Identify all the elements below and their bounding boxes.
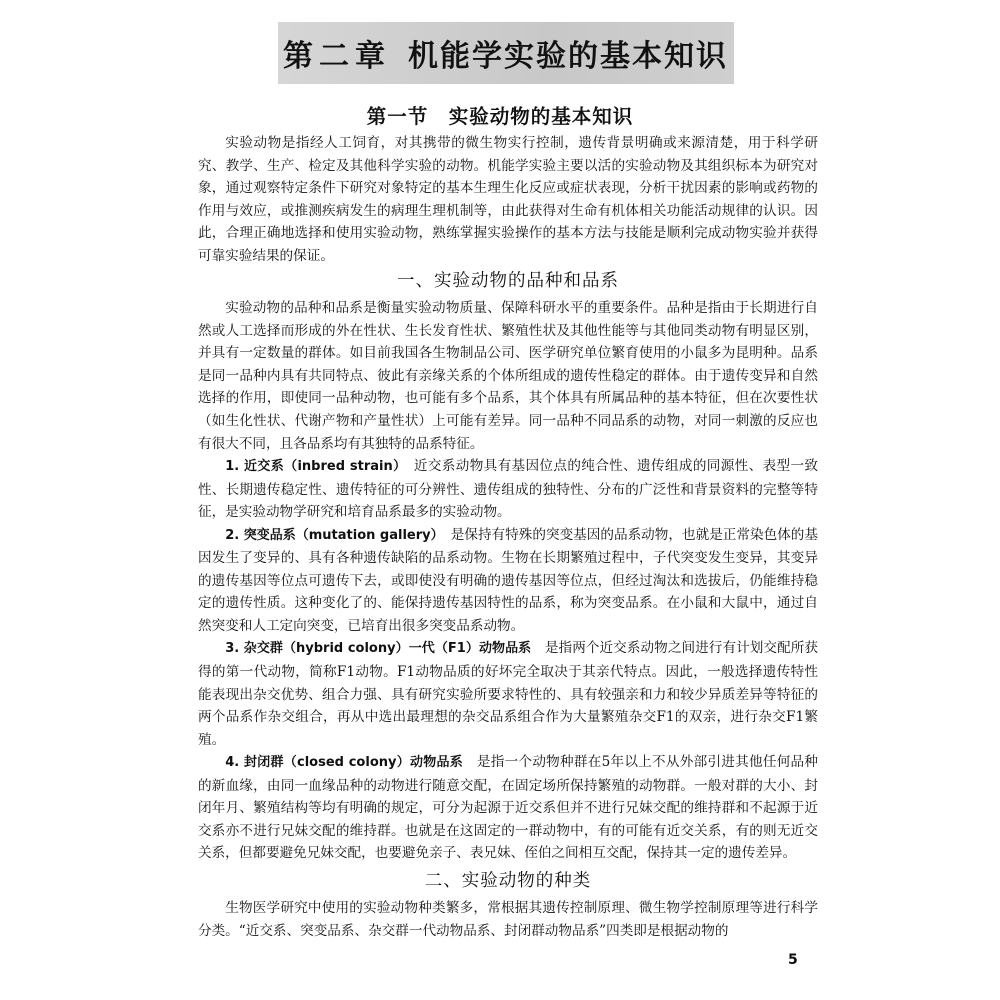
list-item (198, 751, 818, 865)
chapter-title: 机能学实验的基本知识 (408, 39, 728, 74)
item-text: 是指两个近交系动物之间进行有计划交配所获得的第一代动物，简称F1动物。F1动物品质的好坏完全取决于其亲代特点。因此，一般选择遗传特性能表现出杂交优势、组合力强、具有研究实验所要求特性的、具有较强亲和力和较少异质差异等特征的两个品系作杂交组合，再从中选出最理想的杂交品系组合作为大量繁殖杂交F1的双亲，进行杂交F1繁殖。 (198, 640, 818, 748)
chapter-banner (278, 22, 734, 84)
subsection-heading-breeds: 一、实验动物的品种和品系 (397, 271, 619, 292)
section-title: 第一节 实验动物的基本知识 (366, 105, 634, 128)
page-number: 5 (788, 952, 798, 968)
item-term: 1. 近交系（inbred strain） (225, 459, 400, 475)
intro-paragraph: 实验动物是指经人工饲育，对其携带的微生物实行控制，遗传背景明确或来源清楚，用于科学研究、教学、生产、检定及其他科学实验的动物。机能学实验主要以活的实验动物及其组织标本为研究对象，通过观察特定条件下研究对象特定的基本生理生化反应或症状表现，分析干扰因素的影响或药物的作用与效应，或推测疾病发生的病理生理机制等，由此获得对生命有机体相关功能活动规律的认识。因此，合理正确地选择和使用实验动物，熟练掌握实验操作的基本方法与技能是顺利完成动物实验并获得可靠实验结果的保证。 (198, 135, 818, 264)
breeds-paragraph: 实验动物的品种和品系是衡量实验动物质量、保障科研水平的重要条件。品种是指由于长期进行自然或人工选择而形成的外在性状、生长发育性状、繁殖性状及其他性能等与其他同类动物有明显区别，并具有一定数量的群体。如目前我国各生物制品公司、医学研究单位繁育使用的小鼠多为昆明种。品系是同一品种内具有共同特点、彼此有亲缘关系的个体所组成的遗传性稳定的群体。由于遗传变异和自然选择的作用，即使同一品种动物，也可能有多个品系，其个体具有所属品种的基本特征，但在次要性状（如生化性状、代谢产物和产量性状）上可能有差异。同一品种不同品系的动物，对同一刺激的反应也有很大不同，且各品系均有其独特的品系特征。 (198, 300, 818, 452)
types-paragraph: 生物医学研究中使用的实验动物种类繁多，常根据其遗传控制原理、微生物学控制原理等进行科学分类。“近交系、突变品系、杂交群一代动物品系、封闭群动物品系”四类即是根据动物的 (198, 899, 818, 939)
chapter-number: 第二章 (283, 39, 391, 74)
item-term: 4. 封闭群（closed colony）动物品系 (225, 755, 464, 771)
list-item (198, 524, 818, 638)
list-item (198, 455, 818, 524)
item-text: 是指一个动物种群在5年以上不从外部引进其他任何品种的新血缘，由同一血缘品种的动物进行随意交配，在固定场所保持繁殖的动物群。一般对群的大小、封闭年月、繁殖结构等均有明确的规定，可分为起源于近交系但并不进行兄妹交配的维持群和不起源于近交系亦不进行兄妹交配的维持群。也就是在这固定的一群动物中，有的可能有近交关系，有的则无近交关系，但都要避免兄妹交配，也要避免亲子、表兄妹、侄伯之间相互交配，保持其一定的遗传差异。 (198, 754, 819, 862)
item-term: 2. 突变品系（mutation gallery） (225, 527, 438, 543)
item-term: 3. 杂交群（hybrid colony）一代（F1）动物品系 (225, 641, 532, 657)
item-text: 是保持有特殊的突变基因的品系动物，也就是正常染色体的基因发生了变异的、具有各种遗传缺陷的品系动物。生物在长期繁殖过程中，子代突变发生变异，其变异的遗传基因等位点可遗传下去，或即使没有明确的遗传基因等位点，但经过淘汰和选拔后，仍能维持稳定的遗传性质。这种变化了的、能保持遗传基因特性的品系，称为突变品系。在小鼠和大鼠中，通过自然突变和人工定向突变，已培育出很多突变品系动物。 (198, 526, 819, 634)
list-item (198, 637, 818, 751)
subsection-heading-types: 二、实验动物的种类 (424, 870, 592, 891)
item-text: 近交系动物具有基因位点的纯合性、遗传组成的同源性、表型一致性、长期遗传稳定性、遗传特征的可分辨性、遗传组成的独特性、分布的广泛性和背景资料的完整等特征，是实验动物学研究和培育品系最多的实验动物。 (198, 458, 819, 521)
body-text (198, 132, 818, 942)
